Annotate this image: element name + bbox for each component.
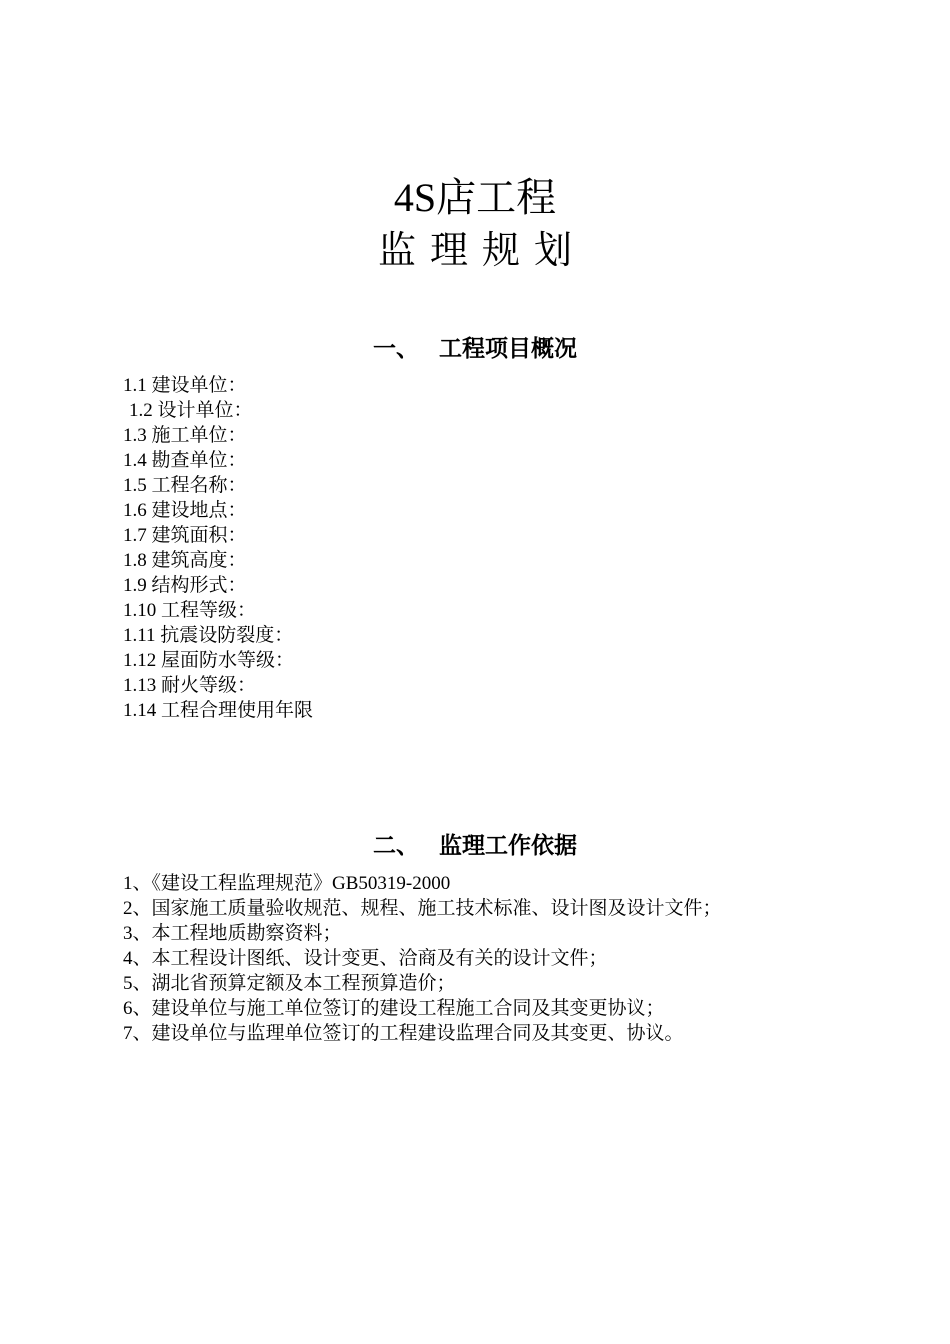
list-item: 1.10 工程等级： xyxy=(123,600,257,621)
list-item: 3、本工程地质勘察资料； xyxy=(123,923,342,944)
list-item: 4、本工程设计图纸、设计变更、洽商及有关的设计文件； xyxy=(123,948,608,969)
list-item: 1.3 施工单位： xyxy=(123,425,247,446)
list-item: 1.4 勘查单位： xyxy=(123,450,247,471)
list-item: 1.5 工程名称： xyxy=(123,475,247,496)
section-number: 二、 xyxy=(373,833,419,858)
list-item: 1.7 建筑面积： xyxy=(123,525,247,546)
list-item: 1、《建设工程监理规范》GB50319-2000 xyxy=(123,873,451,894)
list-item: 1.6 建设地点： xyxy=(123,500,247,521)
section-title: 监理工作依据 xyxy=(439,833,577,858)
list-item: 1.1 建设单位： xyxy=(123,375,247,396)
project-overview-list xyxy=(123,373,313,723)
list-item: 7、建设单位与监理单位签订的工程建设监理合同及其变更、协议。 xyxy=(123,1023,684,1044)
list-item: 2、国家施工质量验收规范、规程、施工技术标准、设计图及设计文件； xyxy=(123,898,722,919)
list-item: 1.12 屋面防水等级： xyxy=(123,650,295,671)
section-number: 一、 xyxy=(373,336,419,361)
document-title xyxy=(0,172,950,278)
list-item: 1.9 结构形式： xyxy=(123,575,247,596)
list-item: 1.14 工程合理使用年限 xyxy=(123,700,314,721)
list-item: 1.8 建筑高度： xyxy=(123,550,247,571)
list-item: 1.13 耐火等级： xyxy=(123,675,257,696)
supervision-basis-list xyxy=(123,871,722,1046)
title-project-name: 4S店工程 xyxy=(393,175,557,220)
section-title: 工程项目概况 xyxy=(439,336,577,361)
section-heading-project-overview xyxy=(0,334,950,364)
title-document-type: 监理规划 xyxy=(377,230,586,272)
list-item: 1.11 抗震设防裂度： xyxy=(123,625,294,646)
list-item: 5、湖北省预算定额及本工程预算造价； xyxy=(123,973,456,994)
section-heading-supervision-basis xyxy=(0,831,950,861)
list-item: 6、建设单位与施工单位签订的建设工程施工合同及其变更协议； xyxy=(123,998,665,1019)
list-item: 1.2 设计单位： xyxy=(129,400,253,421)
